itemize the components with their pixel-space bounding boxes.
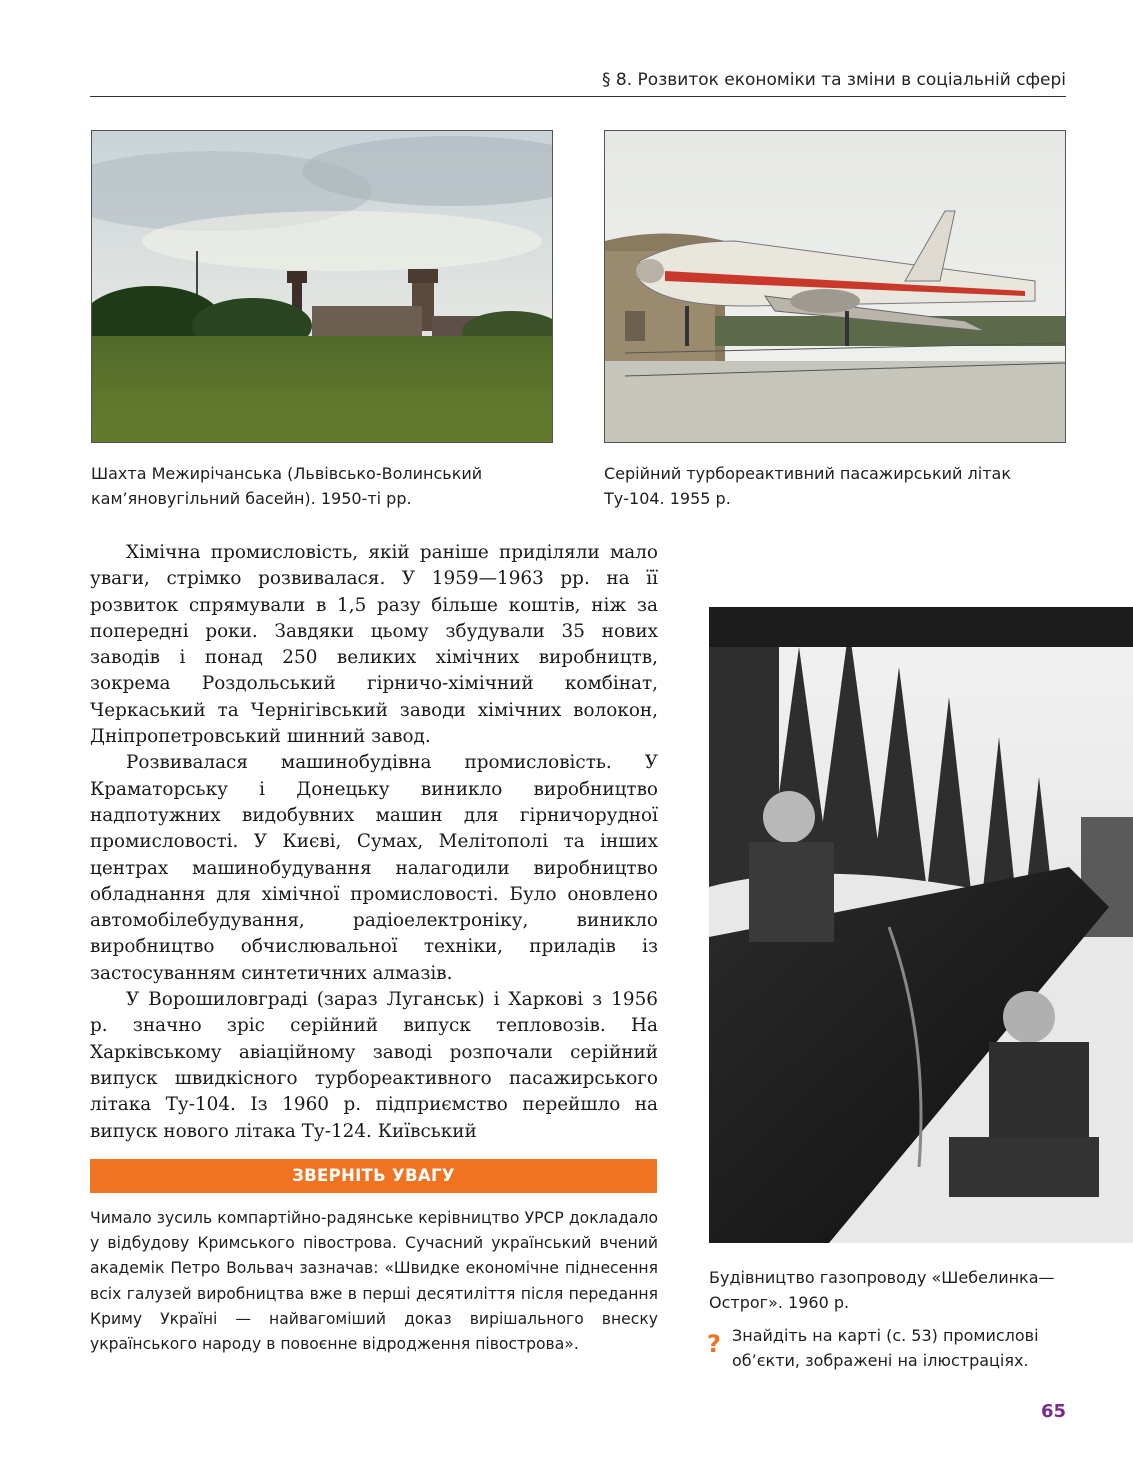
plane-photo-caption: Серійний турбореактивний пасажирський літак Ту-104. 1955 р. (604, 464, 1011, 508)
section-title: § 8. Розвиток економіки та зміни в соціальній сфері (602, 70, 1066, 90)
question-text: Знайдіть на карті (с. 53) промислові об’єкти, зображені на ілюстраціях. (732, 1326, 1039, 1370)
plane-photo (604, 130, 1066, 443)
mine-photo (91, 130, 553, 443)
main-text (90, 540, 658, 1145)
page-number: 65 (1040, 1401, 1066, 1422)
paragraph: Хімічна промисловість, якій раніше приділяли мало уваги, стрімко розвивалася. У 1959—1963 рр. на її розвиток спрямували в 1,5 разу більше коштів, ніж за попередні роки. Завдяки цьому збудували 35 нових заводів і понад 250 великих хімічних виробництв, зокрема Роздольський гірничо-хімічний комбінат, Черкаський та Чернігівський заводи хімічних волокон, Дніпропетровський шинний завод. (90, 542, 658, 748)
paragraph: Розвивалася машинобудівна промисловість. У Краматорську і Донецьку виникло виробництво надпотужних видобувних машин для гірничорудної промисловості. У Києві, Сумах, Мелітополі та інших центрах машинобудування налагодили виробництво обладнання для хімічної промисловості. Було оновлено автомобілебудування, радіоелектроніку, виникло виробництво обчислювальної техніки, приладів із застосуванням синтетичних алмазів. (90, 752, 658, 984)
pipeline-photo-caption: Будівництво газопроводу «Шебелинка— Острог». 1960 р. (709, 1268, 1055, 1312)
running-header (90, 66, 1066, 97)
attention-text: Чимало зусиль компартійно-радянське керівництво УРСР докладало у відбудову Кримського півострова. Сучасний український вчений академік Петро Вольвач зазначав: «Швидке економічне піднесення всіх галузей виробництва вже в перші десятиліття після передання Криму Україні — найвагоміший доказ вирішального внеску українського народу в повоєнне відродження півострова». (90, 1209, 658, 1354)
pipeline-photo (709, 607, 1133, 1243)
attention-heading: ЗВЕРНІТЬ УВАГУ (90, 1159, 657, 1193)
question-mark-icon: ? (707, 1330, 721, 1358)
mine-photo-caption: Шахта Межирічанська (Львівсько-Волинський кам’яновугільний басейн). 1950-ті рр. (91, 464, 483, 508)
paragraph: У Ворошиловграді (зараз Луганськ) і Харкові з 1956 р. значно зріс серійний випуск тепловозів. На Харківському авіаційному заводі розпочали серійний випуск швидкісного турбореактивного пасажирського літака Ту-104. Із 1960 р. підприємство перейшло на випуск нового літака Ту-124. Київський (90, 989, 658, 1142)
